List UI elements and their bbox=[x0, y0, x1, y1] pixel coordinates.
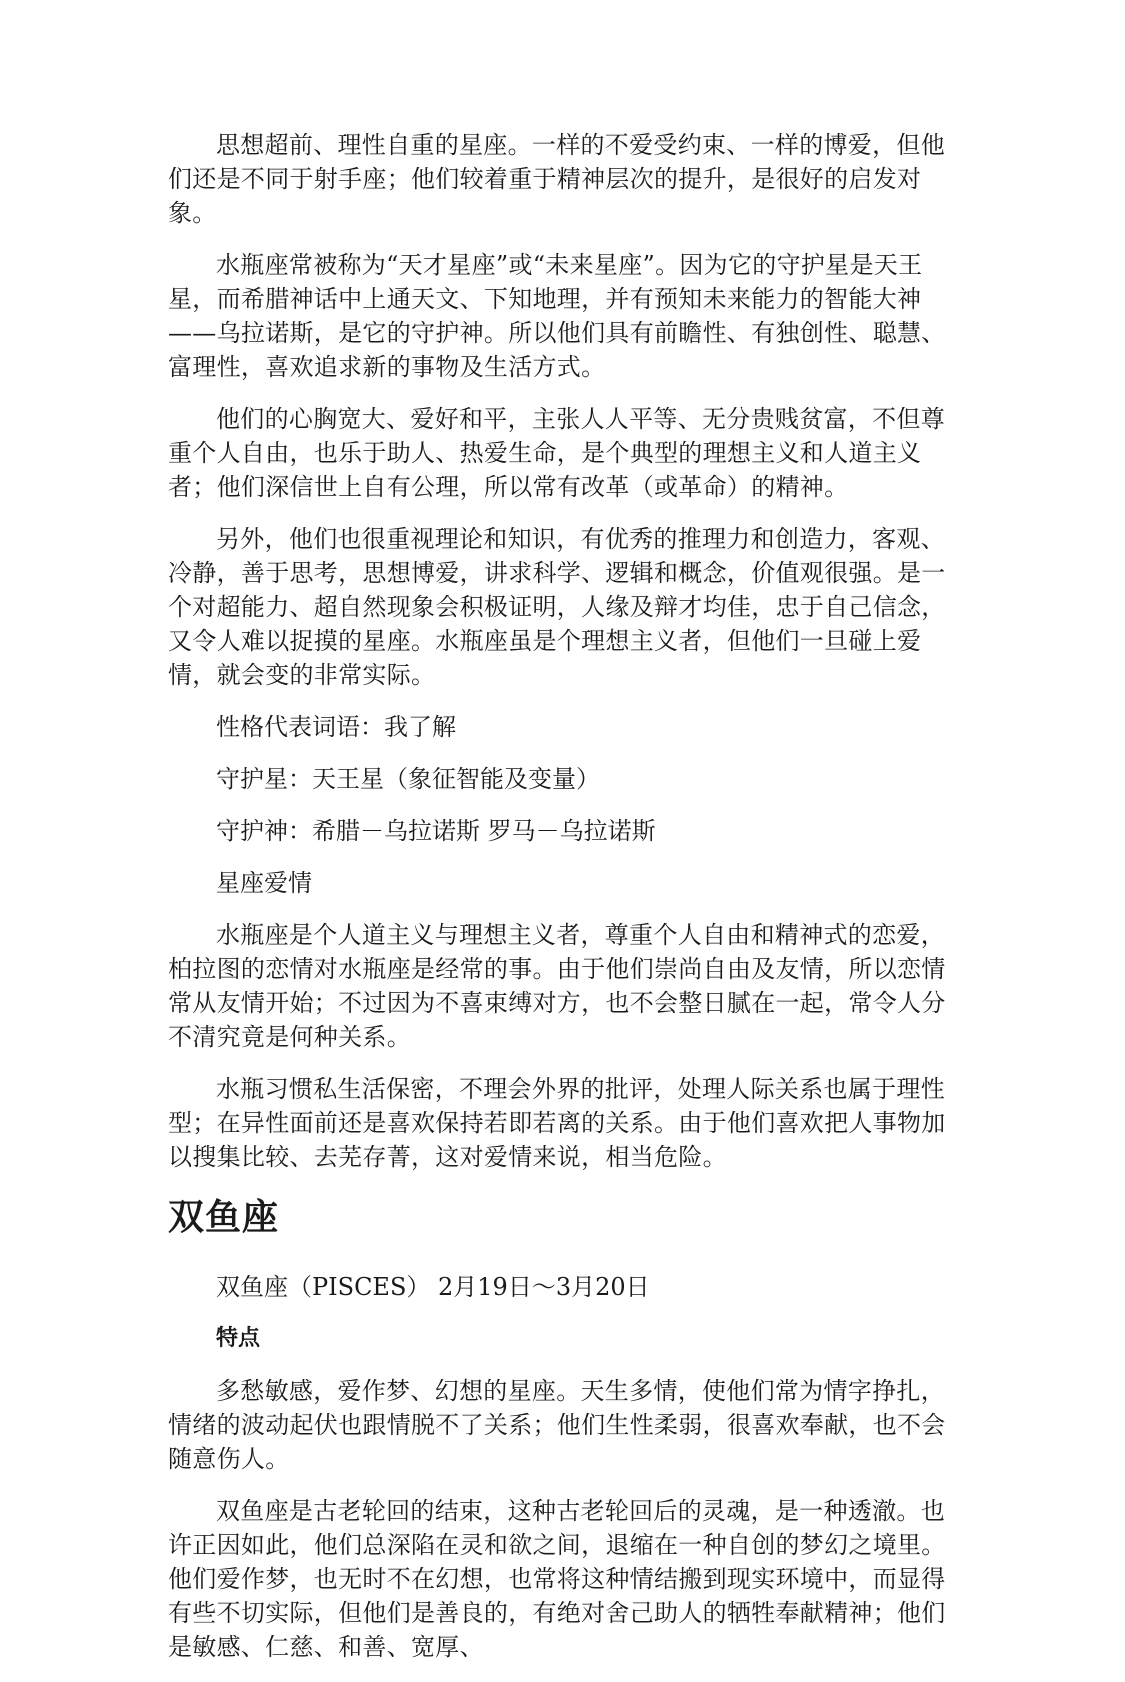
pisces-paragraph-1: 多愁敏感，爱作梦、幻想的星座。天生多情，使他们常为情字挣扎，情绪的波动起伏也跟情脱不了关系；他们生性柔弱，很喜欢奉献，也不会随意伤人。 bbox=[168, 1377, 946, 1473]
guardian-star: 守护星：天王星（象征智能及变量） bbox=[216, 765, 600, 793]
pisces-paragraph-2: 双鱼座是古老轮回的结束，这种古老轮回后的灵魂，是一种透澈。也许正因如此，他们总深陷在灵和欲之间，退缩在一种自创的梦幻之境里。他们爱作梦，也无时不在幻想，也常将这种情结搬到现实环境中，而显得有些不切实际，但他们是善良的，有绝对舍己助人的牺牲奉献精神；他们是敏感、仁慈、和善、宽厚、 bbox=[168, 1497, 946, 1661]
personality-keyword: 性格代表词语：我了解 bbox=[216, 713, 456, 741]
love-paragraph-1: 水瓶座是个人道主义与理想主义者，尊重个人自由和精神式的恋爱，柏拉图的恋情对水瓶座是经常的事。由于他们崇尚自由及友情，所以恋情常从友情开始；不过因为不喜束缚对方，也不会整日腻在一起，常令人分不清究竟是何种关系。 bbox=[168, 921, 946, 1051]
love-paragraph-2: 水瓶习惯私生活保密，不理会外界的批评，处理人际关系也属于理性型；在异性面前还是喜欢保持若即若离的关系。由于他们喜欢把人事物加以搜集比较、去芜存菁，这对爱情来说，相当危险。 bbox=[168, 1075, 946, 1171]
aquarius-paragraph-4: 另外，他们也很重视理论和知识，有优秀的推理力和创造力，客观、冷静，善于思考，思想博爱，讲求科学、逻辑和概念，价值观很强。是一个对超能力、超自然现象会积极证明，人缘及辩才均佳，忠于自己信念，又令人难以捉摸的星座。水瓶座虽是个理想主义者，但他们一旦碰上爱情，就会变的非常实际。 bbox=[168, 525, 946, 689]
document-page bbox=[168, 128, 958, 1682]
guardian-god: 守护神：希腊－乌拉诺斯 罗马－乌拉诺斯 bbox=[216, 817, 656, 845]
pisces-feature-title: 特点 bbox=[216, 1326, 261, 1351]
pisces-date-line: 双鱼座（PISCES） 2月19日～3月20日 bbox=[216, 1273, 650, 1301]
love-section-title: 星座爱情 bbox=[216, 869, 312, 897]
aquarius-paragraph-1: 思想超前、理性自重的星座。一样的不爱受约束、一样的博爱，但他们还是不同于射手座；他们较着重于精神层次的提升，是很好的启发对象。 bbox=[168, 131, 945, 227]
aquarius-paragraph-3: 他们的心胸宽大、爱好和平，主张人人平等、无分贵贱贫富，不但尊重个人自由，也乐于助人、热爱生命，是个典型的理想主义和人道主义者；他们深信世上自有公理，所以常有改革（或革命）的精神。 bbox=[168, 405, 945, 501]
pisces-heading: 双鱼座 bbox=[168, 1197, 280, 1238]
aquarius-paragraph-2: 水瓶座常被称为“天才星座”或“未来星座”。因为它的守护星是天王星，而希腊神话中上通天文、下知地理，并有预知未来能力的智能大神——乌拉诺斯，是它的守护神。所以他们具有前瞻性、有独创性、聪慧、富理性，喜欢追求新的事物及生活方式。 bbox=[168, 251, 946, 381]
